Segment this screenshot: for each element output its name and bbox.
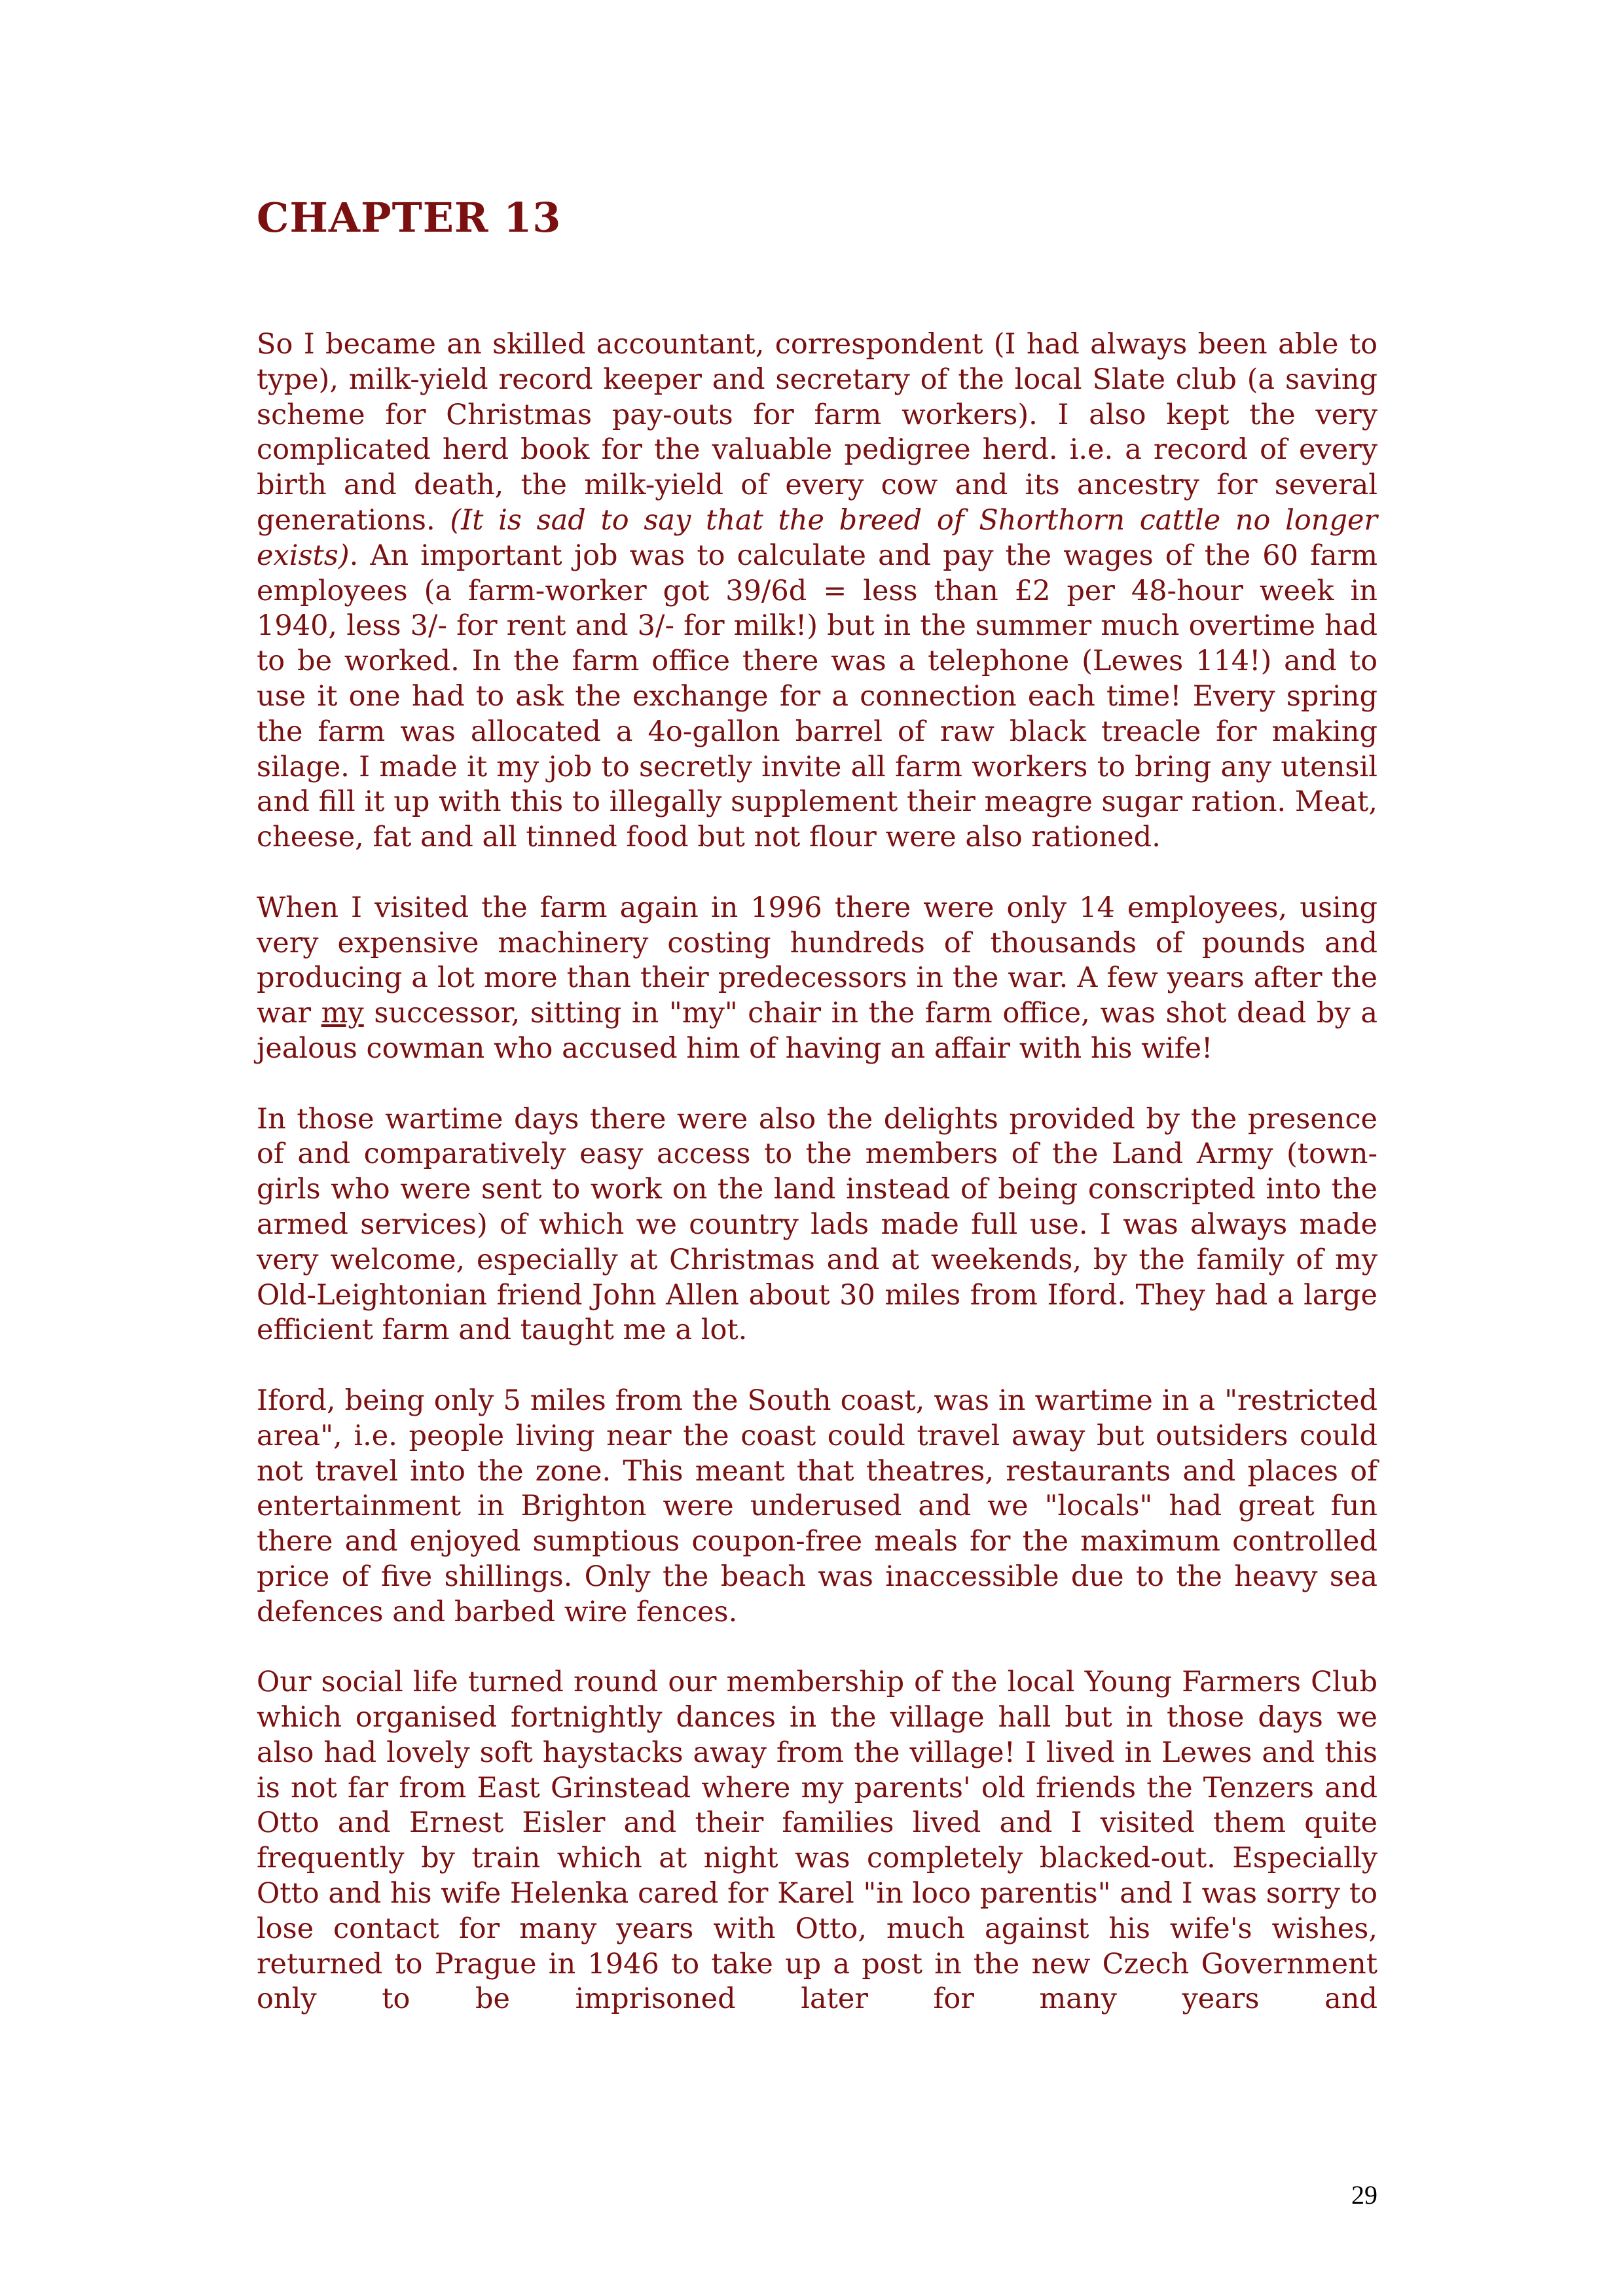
paragraph-1-text-b: . An important job was to calculate and pay the wages of the 60 farm employees (a farm-worker got 39/6d = less than £2 per 48-hour week in 1940, less 3/- for rent and 3/- for milk!) but in the summer much overtime had to be worked. In the farm office there was a telephone (Lewes 114!) and to use it one had to ask the exchange for a connection each time! Every spring the farm was allocated a 4o-gallon barrel of raw black treacle for making silage. I made it my job to secretly invite all farm workers to bring any utensil and fill it up with this to illegally supplement their meagre sugar ration. Meat, cheese, fat and all tinned food but not flour were also rationed.: [257, 539, 1377, 854]
paragraph-5: Our social life turned round our membership of the local Young Farmers Club which organised fortnightly dances in the village hall but in those days we also had lovely soft haystacks away from the village! I lived in Lewes and this is not far from East Grinstead where my parents' old friends the Tenzers and Otto and Ernest Eisler and their families lived and I visited them quite frequently by train which at night was completely blacked-out. Especially Otto and his wife Helenka cared for Karel "in loco parentis" and I was sorry to lose contact for many years with Otto, much against his wife's wishes, returned to Prague in 1946 to take up a post in the new Czech Government only to be imprisoned later for many years and: [257, 1666, 1377, 2016]
paragraph-1: [257, 327, 1377, 855]
page-number: 29: [1351, 2180, 1377, 2210]
chapter-title: CHAPTER 13: [257, 194, 562, 242]
paragraph-2-underlined-word: my: [321, 997, 364, 1030]
paragraph-3: In those wartime days there were also the delights provided by the presence of and comparatively easy access to the members of the Land Army (town-girls who were sent to work on the land instead of being conscripted into the armed services) of which we country lads made full use. I was always made very welcome, especially at Christmas and at weekends, by the family of my Old-Leightonian friend John Allen about 30 miles from Iford. They had a large efficient farm and taught me a lot.: [257, 1102, 1377, 1347]
paragraph-2-text-b: successor, sitting in "my" chair in the farm office, was shot dead by a jealous cowman who accused him of having an affair with his wife!: [257, 997, 1378, 1065]
chapter-body: [257, 327, 1377, 2053]
paragraph-4: Iford, being only 5 miles from the South coast, was in wartime in a "restricted area", i.e. people living near the coast could travel away but outsiders could not travel into the zone. This meant that theatres, restaurants and places of entertainment in Brighton were underused and we "locals" had great fun there and enjoyed sumptious coupon-free meals for the maximum controlled price of five shillings. Only the beach was inaccessible due to the heavy sea defences and barbed wire fences.: [257, 1384, 1377, 1628]
paragraph-2-text-a: When I visited the farm again in 1996 there were only 14 employees, using very expensive machinery costing hundreds of thousands of pounds and producing a lot more than their predecessors in the war. A few years after the war: [257, 891, 1377, 1030]
paragraph-2: [257, 891, 1377, 1067]
paragraph-1-italic-note: (It is sad to say that the breed of Shorthorn cattle no longer exists): [257, 503, 1377, 572]
paragraph-1-text-a: So I became an skilled accountant, correspondent (I had always been able to type), milk-yield record keeper and secretary of the local Slate club (a saving scheme for Christmas pay-outs for farm workers). I also kept the very complicated herd book for the valuable pedigree herd. i.e. a record of every birth and death, the milk-yield of every cow and its ancestry for several generations.: [257, 328, 1377, 537]
